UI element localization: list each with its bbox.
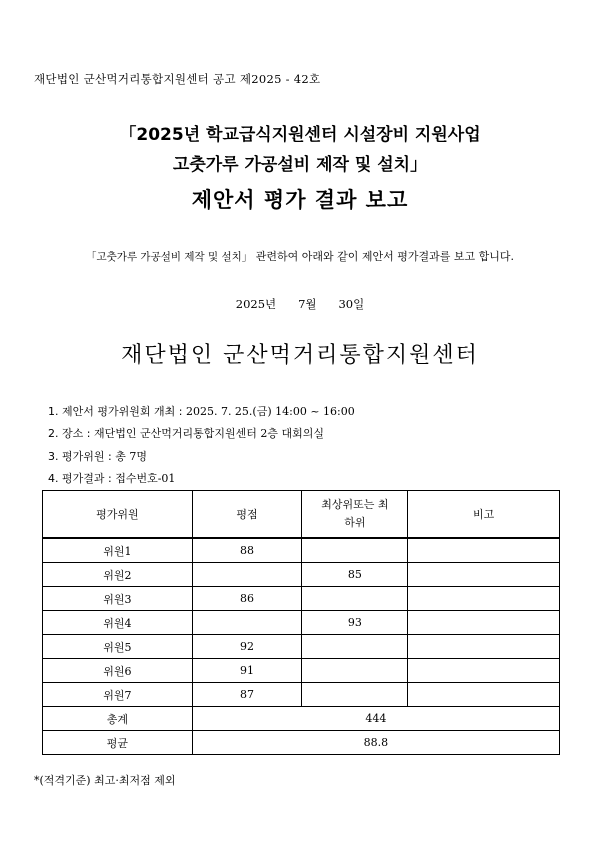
cell-name: 위원5 <box>43 635 193 659</box>
table-row <box>43 587 560 611</box>
cell-score <box>192 611 302 635</box>
notice-number: 재단법인 군산먹거리통합지원센터 공고 제2025 - 42호 <box>34 72 321 86</box>
cell-name: 위원6 <box>43 659 193 683</box>
table-row <box>43 659 560 683</box>
cell-name: 위원4 <box>43 611 193 635</box>
header-score: 평점 <box>192 491 302 539</box>
header-note: 비고 <box>408 491 560 539</box>
cell-excluded: 85 <box>302 563 408 587</box>
cell-score: 92 <box>192 635 302 659</box>
item-value: 총 7명 <box>115 449 147 463</box>
info-list <box>48 401 355 490</box>
item-label: 1. 제안서 평가위원회 개최 : <box>48 405 183 418</box>
average-value: 88.8 <box>192 731 559 755</box>
cell-note <box>408 635 560 659</box>
intro-text: 관련하여 아래와 같이 제안서 평가결과를 보고 합니다. <box>255 250 514 263</box>
header-evaluator: 평가위원 <box>43 491 193 539</box>
cell-excluded <box>302 659 408 683</box>
intro-project: 「고춧가루 가공설비 제작 및 설치」 <box>86 251 253 263</box>
title-line-3: 제안서 평가 결과 보고 <box>191 188 409 212</box>
table-row <box>43 538 560 563</box>
list-item <box>48 468 355 490</box>
total-label: 총계 <box>43 707 193 731</box>
average-label: 평균 <box>43 731 193 755</box>
cell-name: 위원3 <box>43 587 193 611</box>
list-item <box>48 446 355 468</box>
table-row <box>43 611 560 635</box>
cell-excluded <box>302 587 408 611</box>
date-month: 7월 <box>298 297 317 311</box>
footnote: *(적격기준) 최고·최저점 제외 <box>34 774 176 787</box>
average-row <box>43 731 560 755</box>
cell-note <box>408 587 560 611</box>
total-value: 444 <box>192 707 559 731</box>
item-value: 2025. 7. 25.(금) 14:00 ~ 16:00 <box>185 405 355 418</box>
cell-score: 91 <box>192 659 302 683</box>
table-header-row <box>43 491 560 539</box>
cell-excluded: 93 <box>302 611 408 635</box>
table-row <box>43 563 560 587</box>
item-value: 접수번호-01 <box>115 471 176 485</box>
cell-excluded <box>302 538 408 563</box>
table-row <box>43 683 560 707</box>
cell-note <box>408 659 560 683</box>
cell-name: 위원2 <box>43 563 193 587</box>
organization-name: 재단법인 군산먹거리통합지원센터 <box>121 343 479 368</box>
cell-score: 86 <box>192 587 302 611</box>
cell-excluded <box>302 635 408 659</box>
report-date <box>0 296 600 312</box>
date-day: 30일 <box>338 297 365 311</box>
cell-note <box>408 611 560 635</box>
cell-name: 위원7 <box>43 683 193 707</box>
list-item <box>48 401 355 423</box>
cell-name: 위원1 <box>43 538 193 563</box>
cell-score: 87 <box>192 683 302 707</box>
item-label: 4. 평가결과 : <box>48 471 112 485</box>
cell-excluded <box>302 683 408 707</box>
cell-score: 88 <box>192 538 302 563</box>
cell-note <box>408 683 560 707</box>
item-value: 재단법인 군산먹거리통합지원센터 2층 대회의실 <box>93 427 324 441</box>
cell-note <box>408 538 560 563</box>
intro-paragraph <box>0 248 600 264</box>
item-label: 2. 장소 : <box>48 427 91 441</box>
title-line-1: 「2025년 학교급식지원센터 시설장비 지원사업 <box>119 125 481 145</box>
total-row <box>43 707 560 731</box>
cell-score <box>192 563 302 587</box>
title-line-2: 고춧가루 가공설비 제작 및 설치」 <box>172 155 428 175</box>
evaluation-table <box>42 490 560 755</box>
date-year: 2025년 <box>235 297 277 311</box>
cell-note <box>408 563 560 587</box>
list-item <box>48 423 355 445</box>
table-row <box>43 635 560 659</box>
header-excluded: 최상위또는 최하위 <box>302 491 408 539</box>
item-label: 3. 평가위원 : <box>48 449 112 463</box>
